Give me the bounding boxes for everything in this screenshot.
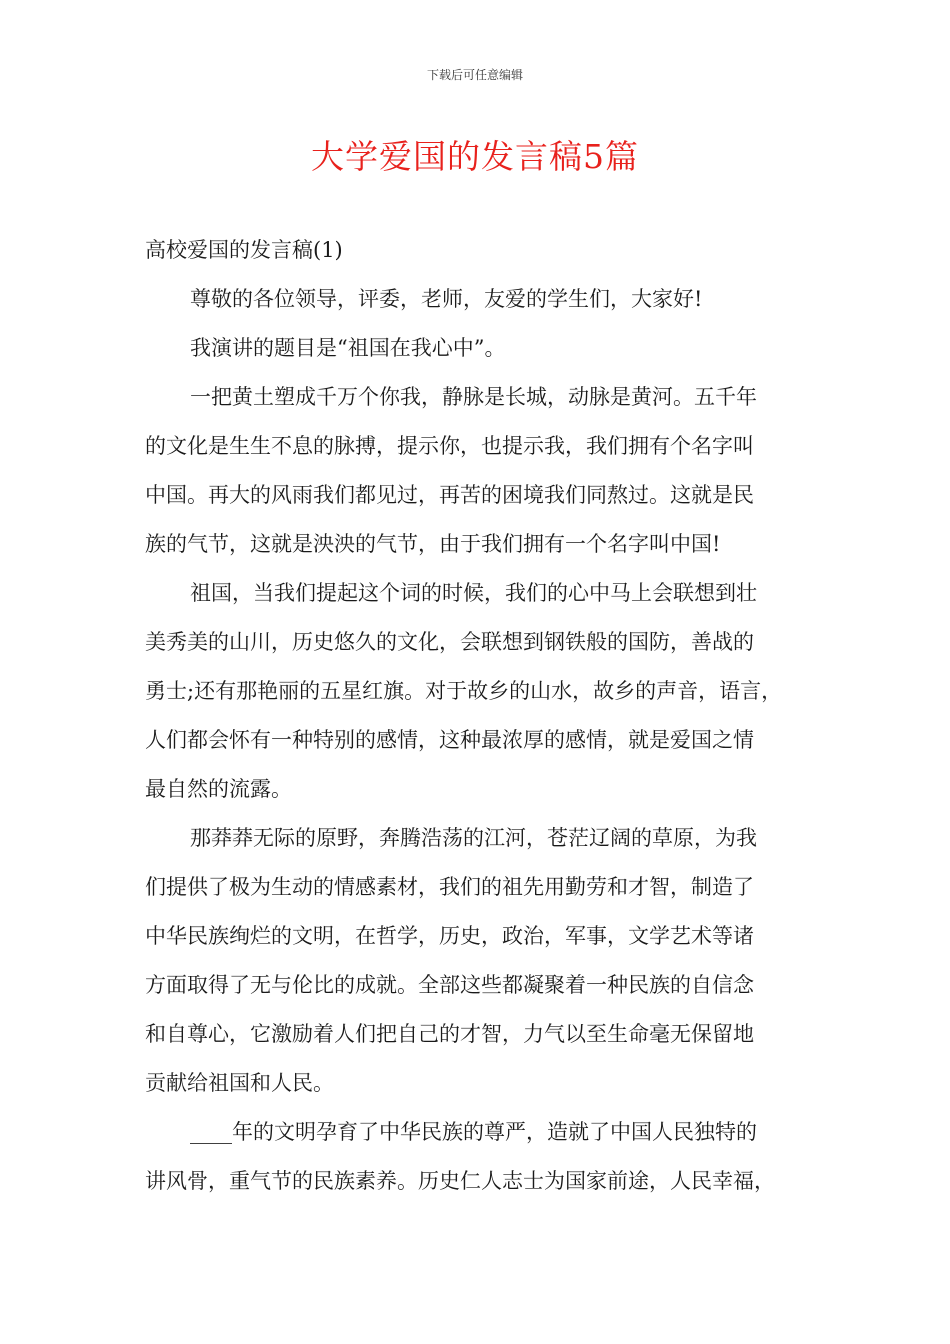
paragraph-line: 一把黄土塑成千万个你我，静脉是长城，动脉是黄河。五千年 — [190, 385, 757, 409]
paragraph-line: 人们都会怀有一种特别的感情，这种最浓厚的感情，就是爱国之情 — [145, 728, 754, 752]
paragraph-line: 勇士;还有那艳丽的五星红旗。对于故乡的山水，故乡的声音，语言， — [145, 679, 783, 703]
paragraph-line: 那莽莽无际的原野，奔腾浩荡的江河，苍茫辽阔的草原，为我 — [190, 826, 757, 850]
paragraph-line: 中国。再大的风雨我们都见过，再苦的困境我们同熬过。这就是民 — [145, 483, 754, 507]
paragraph-line: 贡献给祖国和人民。 — [145, 1071, 334, 1095]
section-heading: 高校爱国的发言稿(1) — [145, 238, 343, 262]
paragraph-line: 的文化是生生不息的脉搏，提示你，也提示我，我们拥有个名字叫 — [145, 434, 754, 458]
document-body — [145, 226, 813, 1206]
paragraph-line: ____年的文明孕育了中华民族的尊严，造就了中国人民独特的 — [190, 1120, 757, 1144]
paragraph-line: 族的气节，这就是泱泱的气节，由于我们拥有一个名字叫中国! — [145, 532, 721, 556]
paragraph-line: 中华民族绚烂的文明，在哲学，历史，政治，军事，文学艺术等诸 — [145, 924, 754, 948]
paragraph-line: 美秀美的山川，历史悠久的文化，会联想到钢铁般的国防，善战的 — [145, 630, 754, 654]
paragraph-line: 我演讲的题目是“祖国在我心中”。 — [190, 336, 506, 360]
paragraph-line: 尊敬的各位领导，评委，老师，友爱的学生们，大家好! — [190, 287, 703, 311]
paragraph-line: 讲风骨，重气节的民族素养。历史仁人志士为国家前途，人民幸福， — [145, 1169, 775, 1193]
paragraph-line: 方面取得了无与伦比的成就。全部这些都凝聚着一种民族的自信念 — [145, 973, 754, 997]
paragraph-line: 祖国，当我们提起这个词的时候，我们的心中马上会联想到壮 — [190, 581, 757, 605]
paragraph-line: 和自尊心，它激励着人们把自己的才智，力气以至生命毫无保留地 — [145, 1022, 754, 1046]
header-note: 下载后可任意编辑 — [426, 68, 523, 82]
paragraph-line: 们提供了极为生动的情感素材，我们的祖先用勤劳和才智，制造了 — [145, 875, 754, 899]
paragraph-line: 最自然的流露。 — [145, 777, 292, 801]
document-title: 大学爱国的发言稿5篇 — [311, 137, 639, 176]
